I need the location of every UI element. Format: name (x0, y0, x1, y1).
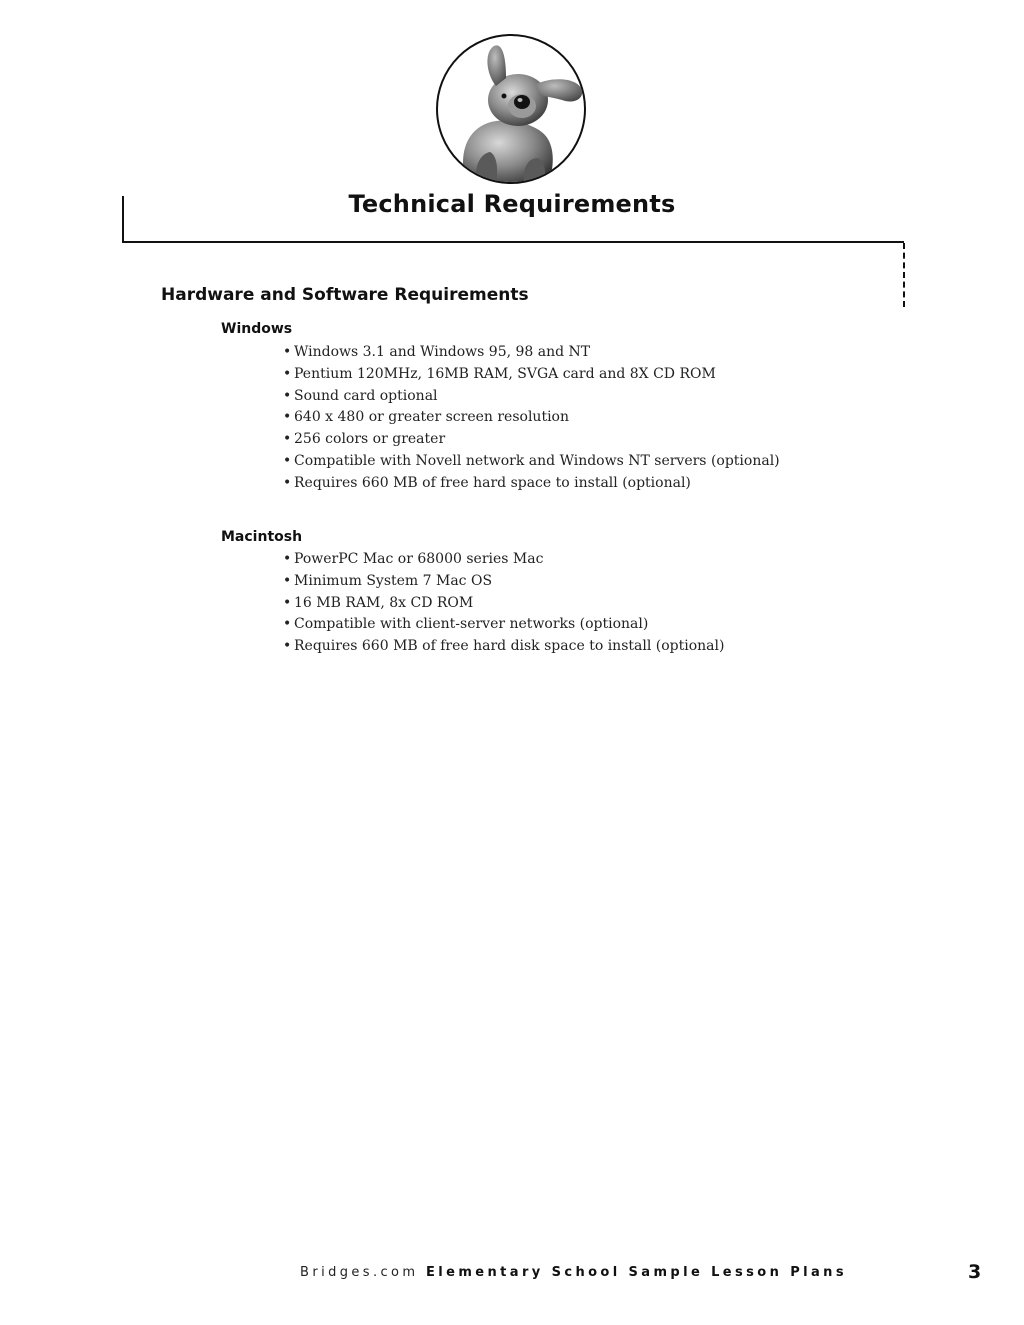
bullet-icon: • (283, 594, 292, 611)
page-title: Technical Requirements (348, 190, 676, 218)
windows-requirements-list (283, 342, 780, 495)
section-heading: Hardware and Software Requirements (161, 285, 529, 305)
list-item: • Minimum System 7 Mac OS (283, 571, 724, 593)
list-item: • Windows 3.1 and Windows 95, 98 and NT (283, 342, 780, 364)
bullet-icon: • (283, 572, 292, 589)
bullet-icon: • (283, 638, 292, 655)
list-item: • Compatible with client-server networks (optional) (283, 614, 724, 636)
list-item: • 640 x 480 or greater screen resolution (283, 407, 780, 429)
bullet-icon: • (283, 409, 292, 426)
list-item: • 16 MB RAM, 8x CD ROM (283, 593, 724, 615)
title-left-rule (122, 196, 124, 242)
macintosh-requirements-list (283, 549, 724, 658)
footer-brand: Bridges.com (300, 1265, 419, 1280)
bullet-icon: • (283, 452, 292, 469)
bullet-icon: • (283, 431, 292, 448)
macintosh-heading: Macintosh (221, 529, 303, 545)
bullet-icon: • (283, 616, 292, 633)
title-underline-rule (122, 241, 904, 243)
bullet-icon: • (283, 344, 292, 360)
bullet-icon: • (283, 365, 292, 382)
list-item: • Requires 660 MB of free hard space to install (optional) (283, 473, 780, 495)
list-item: • Sound card optional (283, 386, 780, 408)
list-item: • Requires 660 MB of free hard disk space to install (optional) (283, 636, 724, 658)
list-item: • 256 colors or greater (283, 429, 780, 451)
page-footer (300, 1265, 847, 1280)
list-item: • PowerPC Mac or 68000 series Mac (283, 549, 724, 571)
windows-heading: Windows (221, 321, 293, 337)
footer-series-title: Elementary School Sample Lesson Plans (426, 1265, 847, 1280)
right-dashed-rule (903, 243, 905, 307)
dog-mascot-icon (436, 34, 586, 184)
bullet-icon: • (283, 551, 292, 567)
list-item: • Compatible with Novell network and Windows NT servers (optional) (283, 451, 780, 473)
list-item: • Pentium 120MHz, 16MB RAM, SVGA card and 8X CD ROM (283, 364, 780, 386)
page-number: 3 (968, 1261, 982, 1283)
bullet-icon: • (283, 387, 292, 404)
bullet-icon: • (283, 474, 292, 491)
